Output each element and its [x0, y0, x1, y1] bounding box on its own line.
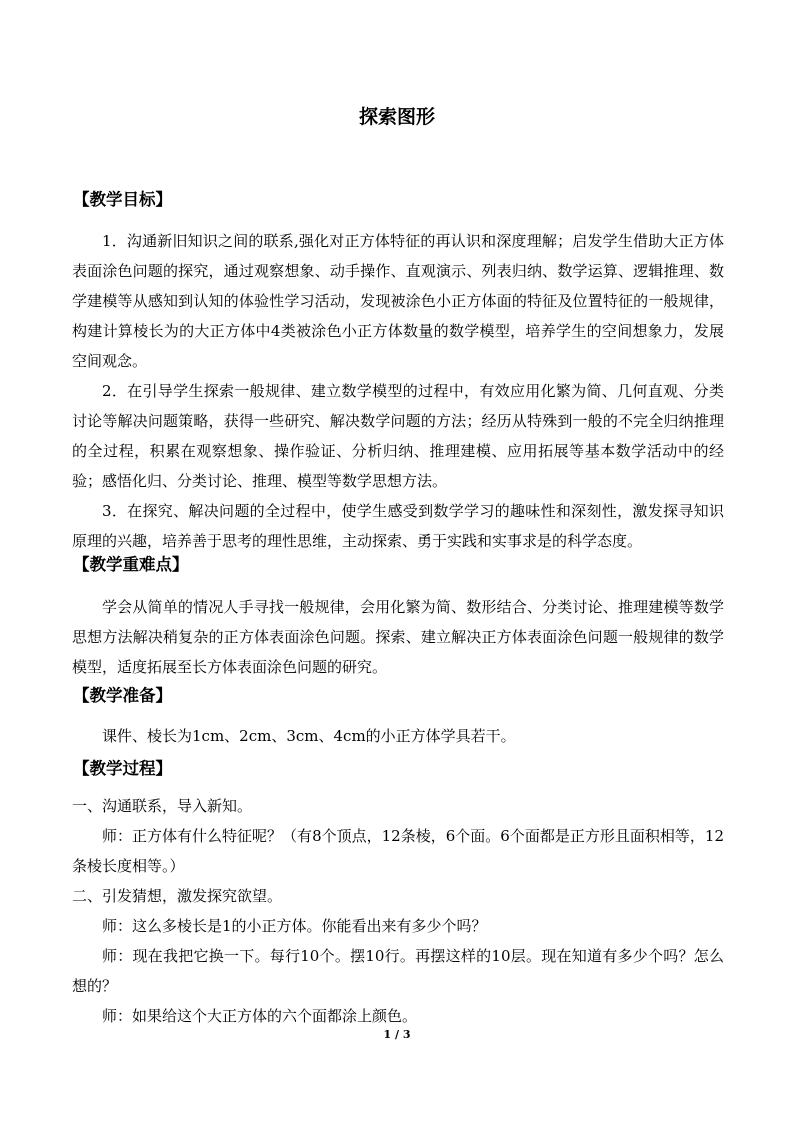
process-paragraph-4: 师：如果给这个大正方体的六个面都涂上颜色。	[102, 1007, 418, 1025]
heading-teaching-preparation: 【教学准备】	[73, 686, 172, 705]
heading-teaching-goals: 【教学目标】	[73, 190, 172, 209]
preparation-paragraph: 课件、棱长为1cm、2cm、3cm、4cm的小正方体学具若干。	[102, 727, 516, 745]
goal-paragraph-2: 2．在引导学生探索一般规律、建立数学模型的过程中，有效应用化繁为简、几何直观、分类讨论等解决问题策略，获得一些研究、解决数学问题的方法；经历从特殊到一般的不完全归纳推理的全过程，积累在观察想象、操作验证、分析归纳、推理建模、应用拓展等基本数学活动中的经验；感悟化归、分类讨论、推理、模型等数学思想方法。	[72, 382, 724, 490]
process-paragraph-2: 师：这么多棱长是1的小正方体。你能看出来有多少个吗？	[102, 917, 487, 935]
heading-teaching-process: 【教学过程】	[73, 759, 172, 778]
goal-paragraph-1: 1．沟通新旧知识之间的联系,强化对正方体特征的再认识和深度理解；启发学生借助大正方体表面涂色问题的探究，通过观察想象、动手操作、直观演示、列表归纳、数学运算、逻辑推理、数学建模等从感知到认知的体验性学习活动，发现被涂色小正方体面的特征及位置特征的一般规律，构建计算棱长为的大正方体中4类被涂色小正方体数量的数学模型，培养学生的空间想象力，发展空间观念。	[72, 232, 724, 370]
heading-key-difficult-points: 【教学重难点】	[73, 555, 189, 574]
goal-paragraph-3: 3．在探究、解决问题的全过程中，使学生感受到数学学习的趣味性和深刻性，激发探寻知识原理的兴趣，培养善于思考的理性思维，主动探索、勇于实践和实事求是的科学态度。	[72, 502, 724, 550]
page-number: 1 / 3	[383, 1028, 411, 1041]
process-paragraph-1: 师：正方体有什么特征呢？（有8个顶点，12条棱，6个面。6个面都是正方形且面积相等，12条棱长度相等。）	[72, 827, 724, 875]
process-paragraph-3: 师：现在我把它换一下。每行10个。摆10行。再摆这样的10层。现在知道有多少个吗？怎么想的？	[72, 947, 724, 995]
process-step-2-title: 二、引发猜想，激发探究欲望。	[72, 887, 283, 905]
keypoints-paragraph: 学会从简单的情况人手寻找一般规律，会用化繁为简、数形结合、分类讨论、推理建模等数学思想方法解决稍复杂的正方体表面涂色问题。探索、建立解决正方体表面涂色问题一般规律的数学模型，适度拓展至长方体表面涂色问题的研究。	[72, 598, 724, 676]
process-step-1-title: 一、沟通联系，导入新知。	[72, 797, 253, 815]
page-title: 探索图形	[358, 106, 435, 128]
